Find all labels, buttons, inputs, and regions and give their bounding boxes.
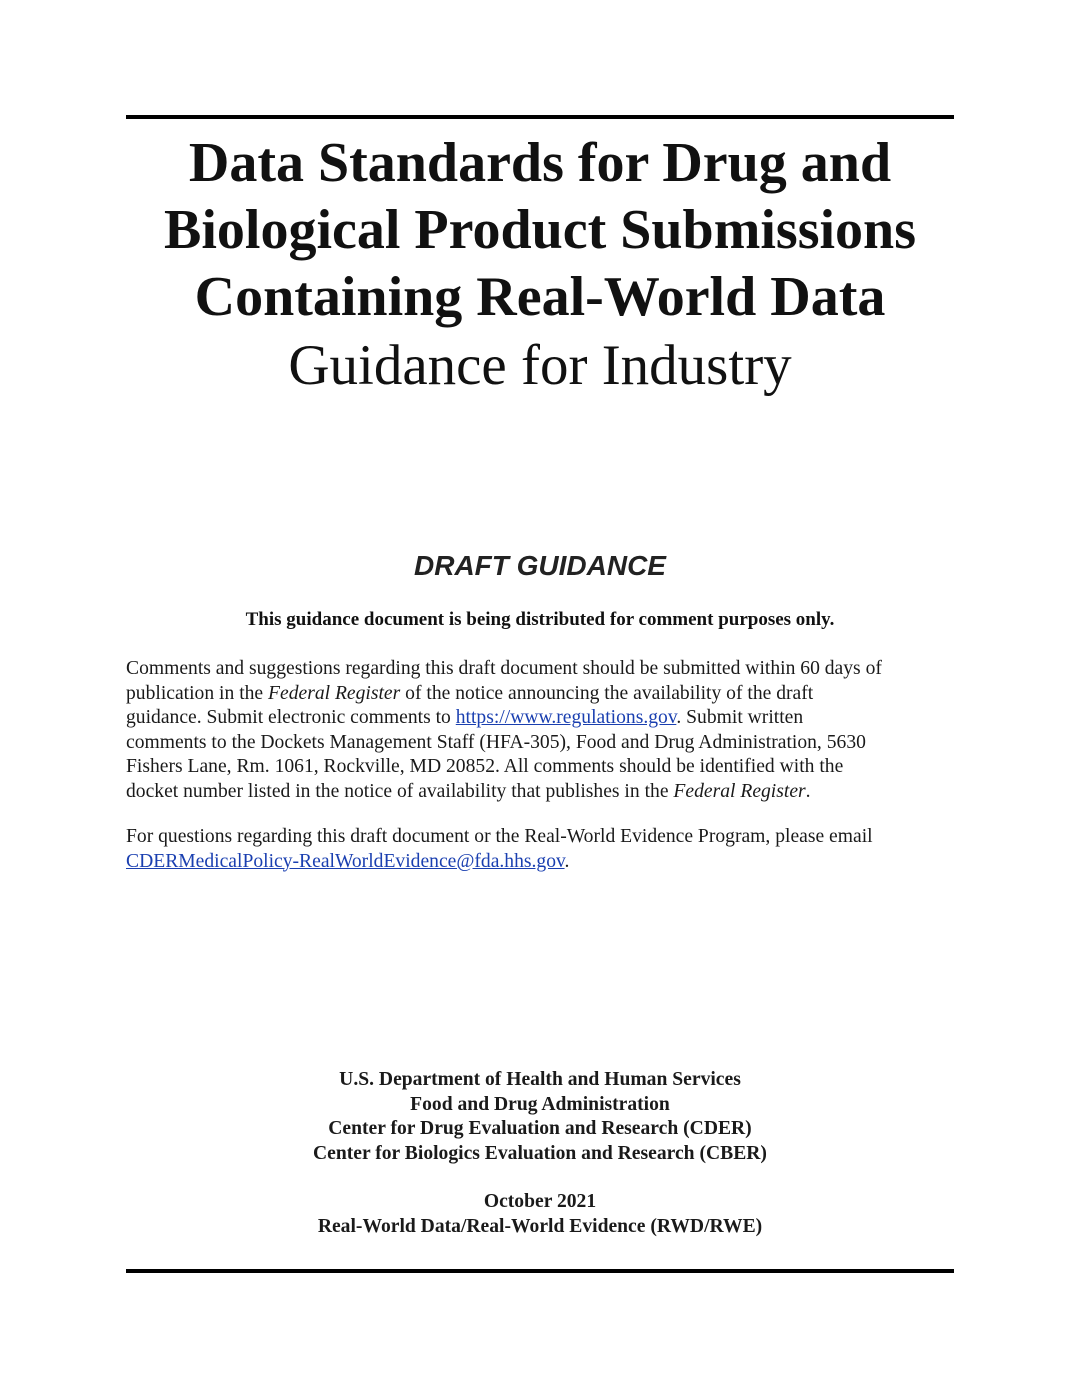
questions-line-2-rest: .	[564, 850, 570, 872]
federal-register-italic: Federal Register	[268, 682, 401, 704]
distribution-note: This guidance document is being distributed for comment purposes only.	[245, 609, 835, 630]
page-title-line-3: Containing Real-World Data	[194, 266, 886, 328]
issuing-agencies	[0, 1068, 1080, 1239]
federal-register-italic-2: Federal Register	[673, 780, 806, 802]
footer-spacer	[0, 1166, 1080, 1190]
questions-line-2	[126, 850, 956, 875]
agency-cber: Center for Biologics Evaluation and Research (CBER)	[313, 1142, 767, 1164]
comments-line-6-rest: .	[805, 780, 811, 802]
page-title-line-2: Biological Product Submissions	[163, 199, 916, 261]
agency-hhs: U.S. Department of Health and Human Services	[339, 1069, 741, 1090]
regulations-gov-link[interactable]: https://www.regulations.gov	[455, 707, 677, 729]
publication-date: October 2021	[483, 1191, 597, 1212]
title-block	[80, 130, 1000, 401]
comments-paragraph	[126, 657, 956, 805]
program-label: Real-World Data/Real-World Evidence (RWD/RWE)	[317, 1215, 763, 1237]
comments-line-1: Comments and suggestions regarding this draft document should be submitted within 60 days of	[126, 658, 882, 679]
top-rule	[126, 115, 954, 119]
contact-email-link[interactable]: CDERMedicalPolicy-RealWorldEvidence@fda.hhs.gov	[126, 850, 565, 872]
page-subtitle: Guidance for Industry	[288, 334, 792, 397]
comments-line-3	[126, 706, 956, 731]
comments-line-2-rest: of the notice announcing the availability of the draft	[400, 682, 814, 704]
comments-line-5: Fishers Lane, Rm. 1061, Rockville, MD 20852. All comments should be identified with the	[126, 756, 844, 778]
page-title-line-1: Data Standards for Drug and	[188, 132, 892, 194]
comments-line-3-text: guidance. Submit electronic comments to	[126, 707, 456, 729]
bottom-rule	[126, 1269, 954, 1273]
comments-line-6-text: docket number listed in the notice of availability that publishes in the	[126, 780, 674, 802]
agency-fda: Food and Drug Administration	[410, 1093, 670, 1115]
questions-line-1: For questions regarding this draft document or the Real-World Evidence Program, please email	[126, 826, 873, 847]
comments-line-2	[126, 682, 956, 707]
comments-line-4: comments to the Dockets Management Staff (HFA-305), Food and Drug Administration, 5630	[126, 731, 866, 753]
draft-guidance-label: DRAFT GUIDANCE	[414, 550, 666, 581]
agency-cder: Center for Drug Evaluation and Research (CDER)	[328, 1118, 752, 1139]
comments-line-2-text: publication in the	[126, 682, 269, 704]
questions-paragraph	[126, 825, 956, 874]
comments-line-3-rest: . Submit written	[676, 707, 804, 729]
comments-line-6	[126, 780, 956, 805]
